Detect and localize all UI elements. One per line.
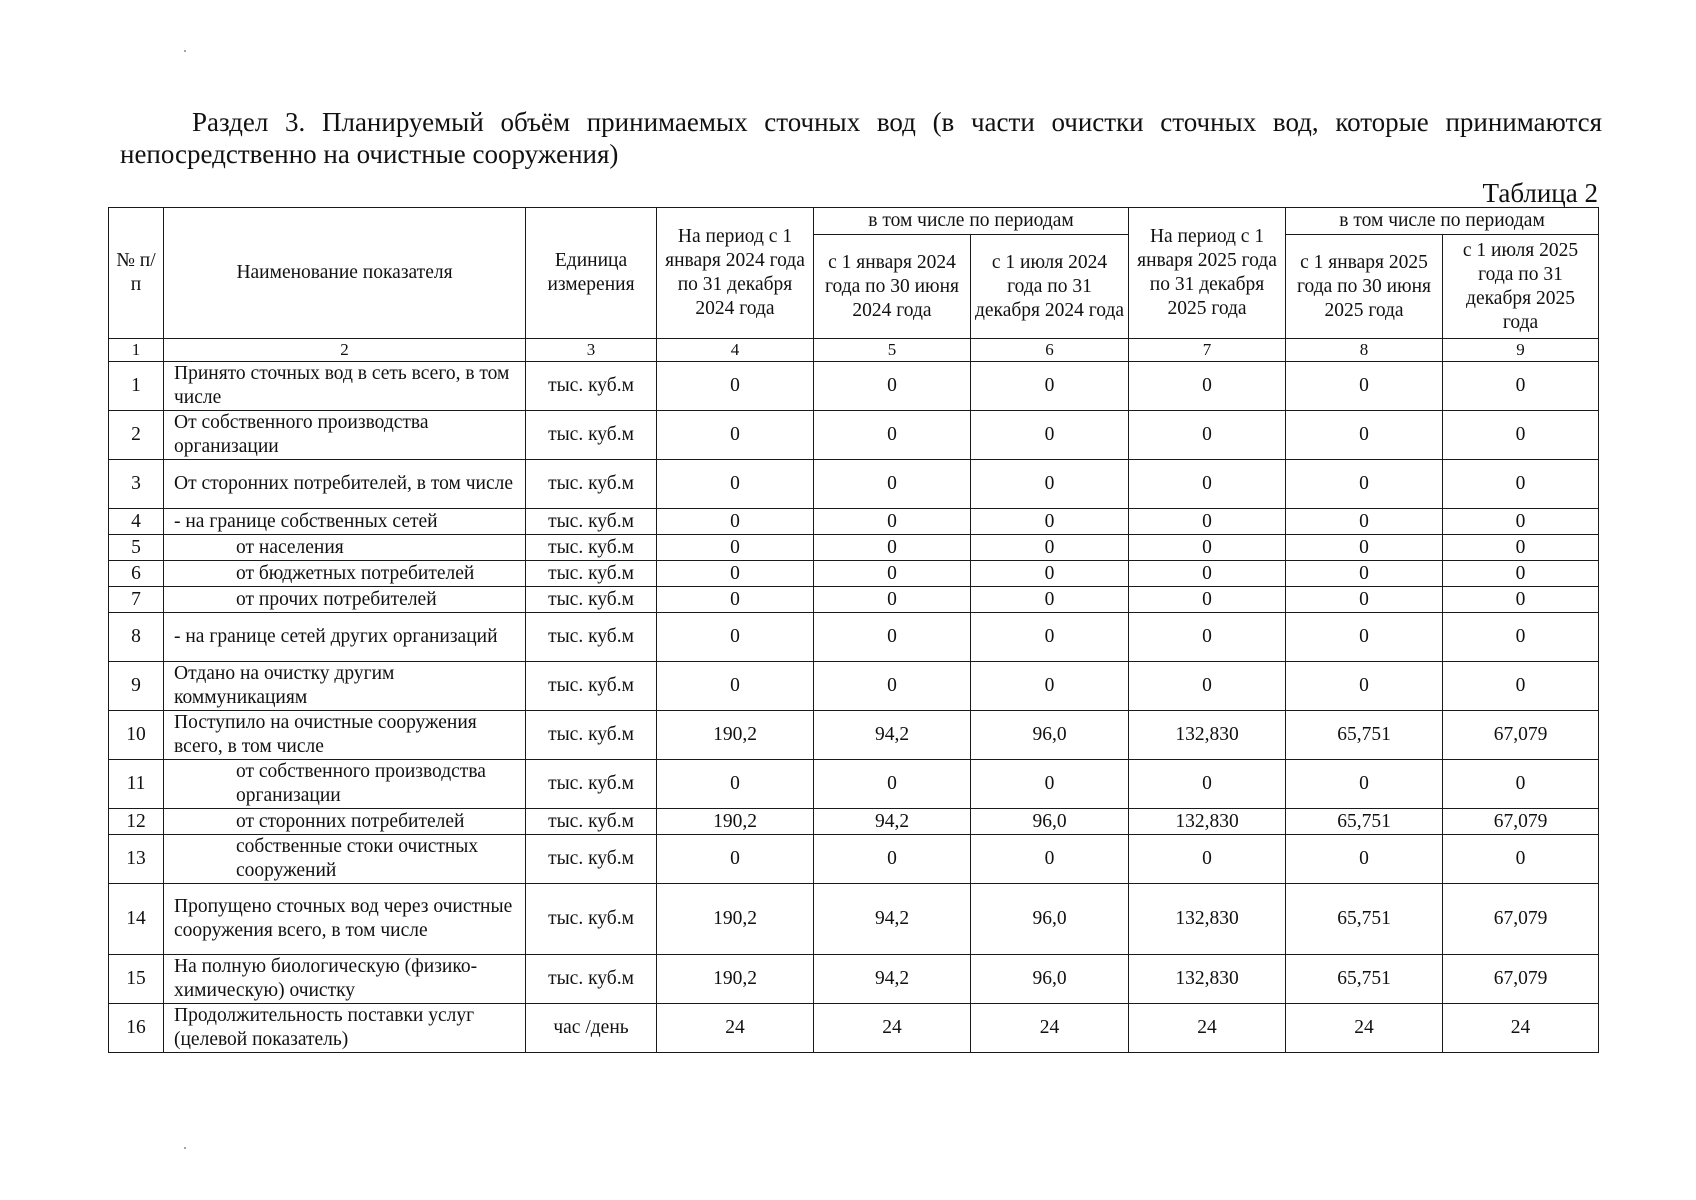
value-cell: 0 bbox=[1443, 509, 1599, 535]
indicator-name: от сторонних потребителей bbox=[164, 809, 526, 835]
value-cell: 24 bbox=[971, 1004, 1129, 1053]
column-number: 9 bbox=[1443, 339, 1599, 362]
table-row bbox=[109, 662, 1599, 711]
value-cell: 0 bbox=[657, 835, 814, 884]
value-cell: 67,079 bbox=[1443, 711, 1599, 760]
header-period-2025: На период с 1 января 2025 года по 31 декабря 2025 года bbox=[1129, 208, 1286, 339]
value-cell: 0 bbox=[657, 760, 814, 809]
value-cell: 0 bbox=[1129, 760, 1286, 809]
unit-cell: тыс. куб.м bbox=[526, 535, 657, 561]
table-row bbox=[109, 535, 1599, 561]
value-cell: 96,0 bbox=[971, 884, 1129, 955]
value-cell: 0 bbox=[814, 509, 971, 535]
value-cell: 132,830 bbox=[1129, 884, 1286, 955]
value-cell: 0 bbox=[1129, 460, 1286, 509]
value-cell: 0 bbox=[814, 662, 971, 711]
value-cell: 132,830 bbox=[1129, 955, 1286, 1004]
value-cell: 0 bbox=[1443, 460, 1599, 509]
value-cell: 0 bbox=[814, 835, 971, 884]
table-label: Таблица 2 bbox=[1482, 178, 1598, 208]
value-cell: 0 bbox=[1443, 613, 1599, 662]
row-number: 14 bbox=[109, 884, 164, 955]
value-cell: 24 bbox=[814, 1004, 971, 1053]
value-cell: 67,079 bbox=[1443, 809, 1599, 835]
indicator-name: От собственного производства организации bbox=[164, 411, 526, 460]
header-num: № п/п bbox=[109, 208, 164, 339]
table-row bbox=[109, 411, 1599, 460]
row-number: 7 bbox=[109, 587, 164, 613]
column-number: 1 bbox=[109, 339, 164, 362]
table-row bbox=[109, 809, 1599, 835]
value-cell: 0 bbox=[814, 460, 971, 509]
row-number: 4 bbox=[109, 509, 164, 535]
row-number: 2 bbox=[109, 411, 164, 460]
value-cell: 0 bbox=[1129, 561, 1286, 587]
column-number-row bbox=[109, 339, 1599, 362]
header-h2-2025: с 1 июля 2025 года по 31 декабря 2025 года bbox=[1443, 235, 1599, 339]
column-number: 6 bbox=[971, 339, 1129, 362]
column-number: 4 bbox=[657, 339, 814, 362]
header-name: Наименование показателя bbox=[164, 208, 526, 339]
unit-cell: тыс. куб.м bbox=[526, 809, 657, 835]
value-cell: 0 bbox=[657, 535, 814, 561]
value-cell: 190,2 bbox=[657, 809, 814, 835]
value-cell: 0 bbox=[1443, 587, 1599, 613]
row-number: 15 bbox=[109, 955, 164, 1004]
indicator-name: Отдано на очистку другим коммуникациям bbox=[164, 662, 526, 711]
unit-cell: час /день bbox=[526, 1004, 657, 1053]
value-cell: 0 bbox=[1286, 835, 1443, 884]
value-cell: 190,2 bbox=[657, 884, 814, 955]
indicator-name: от бюджетных потребителей bbox=[164, 561, 526, 587]
header-h1-2025: с 1 января 2025 года по 30 июня 2025 года bbox=[1286, 235, 1443, 339]
value-cell: 0 bbox=[657, 411, 814, 460]
row-number: 5 bbox=[109, 535, 164, 561]
value-cell: 0 bbox=[657, 509, 814, 535]
value-cell: 0 bbox=[971, 561, 1129, 587]
value-cell: 0 bbox=[1129, 587, 1286, 613]
value-cell: 0 bbox=[1129, 509, 1286, 535]
row-number: 16 bbox=[109, 1004, 164, 1053]
value-cell: 24 bbox=[1286, 1004, 1443, 1053]
value-cell: 96,0 bbox=[971, 809, 1129, 835]
value-cell: 94,2 bbox=[814, 809, 971, 835]
value-cell: 0 bbox=[657, 561, 814, 587]
value-cell: 0 bbox=[971, 835, 1129, 884]
value-cell: 0 bbox=[1286, 561, 1443, 587]
value-cell: 0 bbox=[971, 460, 1129, 509]
value-cell: 0 bbox=[1286, 760, 1443, 809]
value-cell: 65,751 bbox=[1286, 884, 1443, 955]
row-number: 6 bbox=[109, 561, 164, 587]
indicator-name: от населения bbox=[164, 535, 526, 561]
value-cell: 0 bbox=[971, 662, 1129, 711]
unit-cell: тыс. куб.м bbox=[526, 835, 657, 884]
indicator-name: от собственного производства организации bbox=[164, 760, 526, 809]
value-cell: 0 bbox=[1129, 662, 1286, 711]
value-cell: 65,751 bbox=[1286, 711, 1443, 760]
value-cell: 0 bbox=[1443, 760, 1599, 809]
value-cell: 0 bbox=[971, 760, 1129, 809]
value-cell: 0 bbox=[971, 587, 1129, 613]
indicator-name: - на границе сетей других организаций bbox=[164, 613, 526, 662]
table-row bbox=[109, 613, 1599, 662]
unit-cell: тыс. куб.м bbox=[526, 662, 657, 711]
table-row bbox=[109, 955, 1599, 1004]
value-cell: 24 bbox=[1129, 1004, 1286, 1053]
unit-cell: тыс. куб.м bbox=[526, 561, 657, 587]
unit-cell: тыс. куб.м bbox=[526, 460, 657, 509]
indicator-name: Пропущено сточных вод через очистные сооружения всего, в том числе bbox=[164, 884, 526, 955]
table-row bbox=[109, 760, 1599, 809]
value-cell: 0 bbox=[971, 411, 1129, 460]
value-cell: 24 bbox=[657, 1004, 814, 1053]
value-cell: 0 bbox=[1129, 362, 1286, 411]
value-cell: 0 bbox=[971, 535, 1129, 561]
row-number: 3 bbox=[109, 460, 164, 509]
value-cell: 0 bbox=[1286, 411, 1443, 460]
value-cell: 190,2 bbox=[657, 955, 814, 1004]
value-cell: 0 bbox=[1443, 535, 1599, 561]
row-number: 9 bbox=[109, 662, 164, 711]
value-cell: 0 bbox=[657, 587, 814, 613]
planned-wastewater-table bbox=[108, 207, 1599, 1053]
value-cell: 0 bbox=[1443, 662, 1599, 711]
value-cell: 0 bbox=[814, 535, 971, 561]
value-cell: 0 bbox=[971, 362, 1129, 411]
table-row bbox=[109, 509, 1599, 535]
value-cell: 0 bbox=[1129, 613, 1286, 662]
table-row bbox=[109, 460, 1599, 509]
header-subperiods-2024: в том числе по периодам bbox=[814, 208, 1129, 235]
value-cell: 0 bbox=[657, 460, 814, 509]
value-cell: 0 bbox=[1286, 662, 1443, 711]
value-cell: 0 bbox=[1443, 561, 1599, 587]
value-cell: 0 bbox=[1129, 411, 1286, 460]
unit-cell: тыс. куб.м bbox=[526, 509, 657, 535]
indicator-name: собственные стоки очистных сооружений bbox=[164, 835, 526, 884]
indicator-name: Поступило на очистные сооружения всего, в том числе bbox=[164, 711, 526, 760]
value-cell: 0 bbox=[1286, 509, 1443, 535]
row-number: 11 bbox=[109, 760, 164, 809]
value-cell: 0 bbox=[814, 613, 971, 662]
value-cell: 190,2 bbox=[657, 711, 814, 760]
indicator-name: Продолжительность поставки услуг (целевой показатель) bbox=[164, 1004, 526, 1053]
row-number: 12 bbox=[109, 809, 164, 835]
column-number: 2 bbox=[164, 339, 526, 362]
unit-cell: тыс. куб.м bbox=[526, 955, 657, 1004]
value-cell: 0 bbox=[971, 613, 1129, 662]
table-row bbox=[109, 561, 1599, 587]
header-unit: Единица измерения bbox=[526, 208, 657, 339]
value-cell: 132,830 bbox=[1129, 809, 1286, 835]
value-cell: 0 bbox=[814, 411, 971, 460]
value-cell: 0 bbox=[1286, 362, 1443, 411]
value-cell: 0 bbox=[1129, 835, 1286, 884]
value-cell: 0 bbox=[1443, 411, 1599, 460]
value-cell: 65,751 bbox=[1286, 955, 1443, 1004]
value-cell: 0 bbox=[814, 362, 971, 411]
value-cell: 0 bbox=[657, 662, 814, 711]
value-cell: 0 bbox=[1286, 460, 1443, 509]
value-cell: 65,751 bbox=[1286, 809, 1443, 835]
value-cell: 0 bbox=[814, 760, 971, 809]
value-cell: 0 bbox=[657, 613, 814, 662]
value-cell: 0 bbox=[1129, 535, 1286, 561]
unit-cell: тыс. куб.м bbox=[526, 711, 657, 760]
indicator-name: - на границе собственных сетей bbox=[164, 509, 526, 535]
table-row bbox=[109, 362, 1599, 411]
unit-cell: тыс. куб.м bbox=[526, 587, 657, 613]
value-cell: 0 bbox=[1443, 362, 1599, 411]
value-cell: 24 bbox=[1443, 1004, 1599, 1053]
column-number: 7 bbox=[1129, 339, 1286, 362]
section-title: Раздел 3. Планируемый объём принимаемых сточных вод (в части очистки сточных вод, которые принимаются непосредственно на очистные сооружения) bbox=[120, 107, 1602, 169]
value-cell: 96,0 bbox=[971, 711, 1129, 760]
unit-cell: тыс. куб.м bbox=[526, 411, 657, 460]
row-number: 1 bbox=[109, 362, 164, 411]
unit-cell: тыс. куб.м bbox=[526, 884, 657, 955]
table-row bbox=[109, 884, 1599, 955]
indicator-name: От сторонних потребителей, в том числе bbox=[164, 460, 526, 509]
value-cell: 96,0 bbox=[971, 955, 1129, 1004]
unit-cell: тыс. куб.м bbox=[526, 362, 657, 411]
table-row bbox=[109, 711, 1599, 760]
indicator-name: На полную биологическую (физико-химическую) очистку bbox=[164, 955, 526, 1004]
row-number: 10 bbox=[109, 711, 164, 760]
value-cell: 132,830 bbox=[1129, 711, 1286, 760]
value-cell: 0 bbox=[1286, 587, 1443, 613]
header-h1-2024: с 1 января 2024 года по 30 июня 2024 года bbox=[814, 235, 971, 339]
column-number: 5 bbox=[814, 339, 971, 362]
header-subperiods-2025: в том числе по периодам bbox=[1286, 208, 1599, 235]
scan-speck bbox=[184, 50, 186, 52]
row-number: 13 bbox=[109, 835, 164, 884]
value-cell: 0 bbox=[1286, 535, 1443, 561]
unit-cell: тыс. куб.м bbox=[526, 760, 657, 809]
value-cell: 94,2 bbox=[814, 884, 971, 955]
row-number: 8 bbox=[109, 613, 164, 662]
value-cell: 0 bbox=[1286, 613, 1443, 662]
indicator-name: Принято сточных вод в сеть всего, в том числе bbox=[164, 362, 526, 411]
column-number: 3 bbox=[526, 339, 657, 362]
value-cell: 0 bbox=[657, 362, 814, 411]
value-cell: 0 bbox=[1443, 835, 1599, 884]
value-cell: 94,2 bbox=[814, 955, 971, 1004]
value-cell: 67,079 bbox=[1443, 884, 1599, 955]
table-row bbox=[109, 1004, 1599, 1053]
value-cell: 0 bbox=[971, 509, 1129, 535]
value-cell: 0 bbox=[814, 561, 971, 587]
value-cell: 67,079 bbox=[1443, 955, 1599, 1004]
header-h2-2024: с 1 июля 2024 года по 31 декабря 2024 года bbox=[971, 235, 1129, 339]
column-number: 8 bbox=[1286, 339, 1443, 362]
value-cell: 0 bbox=[814, 587, 971, 613]
unit-cell: тыс. куб.м bbox=[526, 613, 657, 662]
table-row bbox=[109, 835, 1599, 884]
indicator-name: от прочих потребителей bbox=[164, 587, 526, 613]
table-row bbox=[109, 587, 1599, 613]
scan-speck bbox=[184, 1147, 186, 1149]
header-period-2024: На период с 1 января 2024 года по 31 декабря 2024 года bbox=[657, 208, 814, 339]
value-cell: 94,2 bbox=[814, 711, 971, 760]
